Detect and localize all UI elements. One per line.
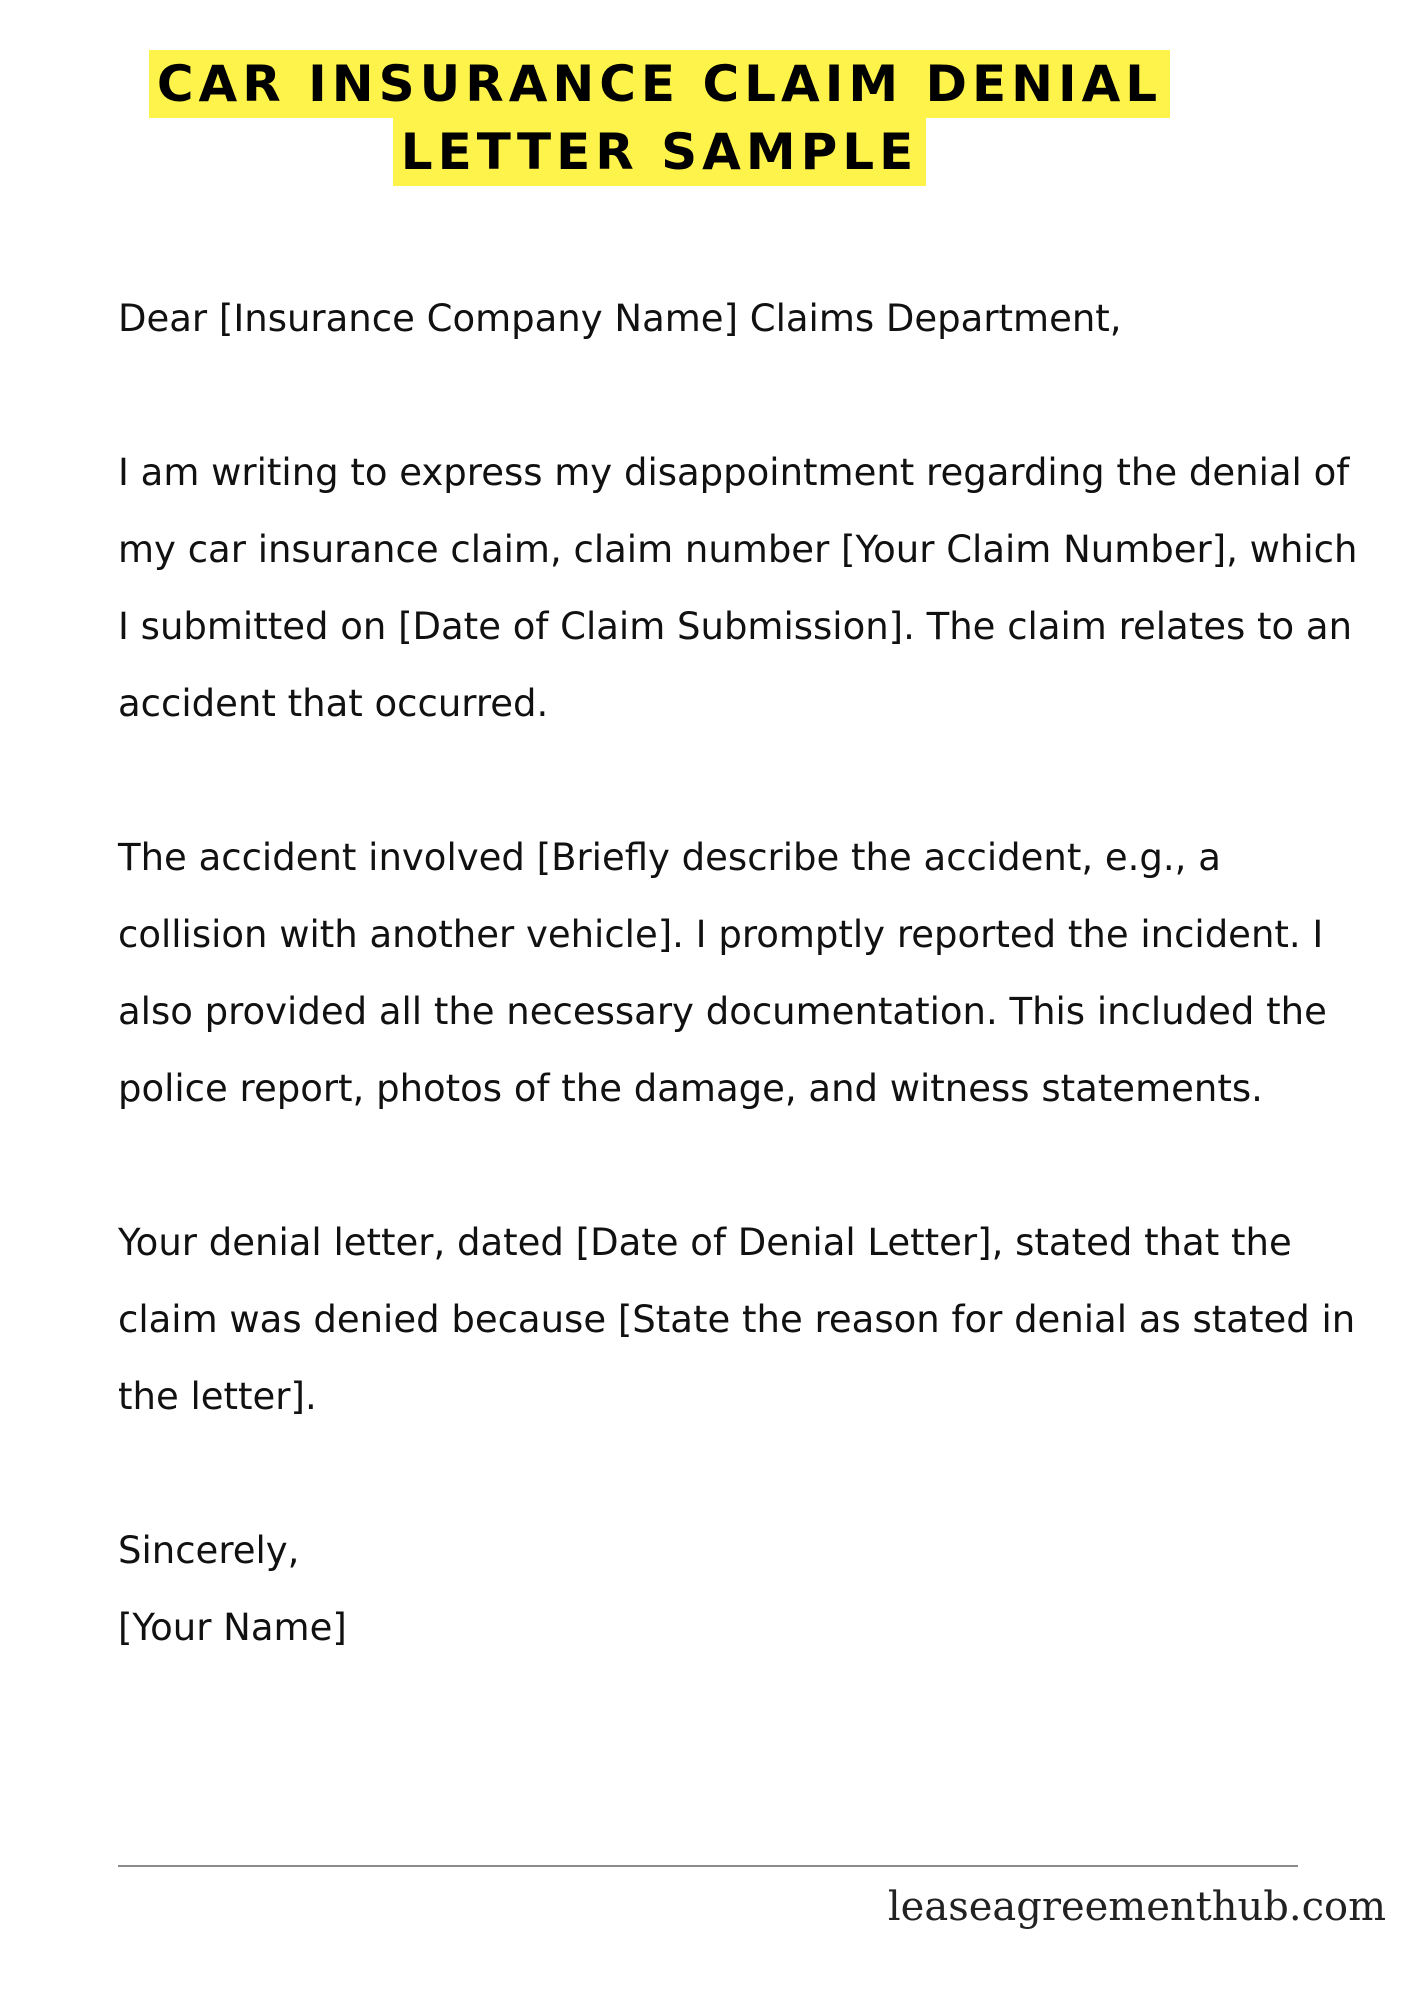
footer-divider (118, 1865, 1298, 1867)
letter-body (118, 280, 1368, 1666)
paragraph-1: I am writing to express my disappointment regarding the denial of my car insurance claim, claim number [Your Claim Number], which I submitted on [Date of Claim Submission]. The claim relates to an accident that occurred. (118, 451, 1358, 725)
salutation: Dear [Insurance Company Name] Claims Department, (118, 297, 1122, 340)
title-line-2: LETTER SAMPLE (393, 118, 927, 186)
paragraph-2: The accident involved [Briefly describe the accident, e.g., a collision with another vehicle]. I promptly reported the incident. I also provided all the necessary documentation. This included the police report, photos of the damage, and witness statements. (118, 836, 1327, 1110)
signature: [Your Name] (118, 1606, 347, 1649)
closing: Sincerely, (118, 1529, 300, 1572)
title-line-1: CAR INSURANCE CLAIM DENIAL (149, 50, 1170, 118)
document-title (0, 50, 1414, 186)
footer-brand: leaseagreementhub.com (887, 1884, 1386, 1930)
paragraph-3: Your denial letter, dated [Date of Denial Letter], stated that the claim was denied because [State the reason for denial as stated in the letter]. (118, 1221, 1356, 1418)
